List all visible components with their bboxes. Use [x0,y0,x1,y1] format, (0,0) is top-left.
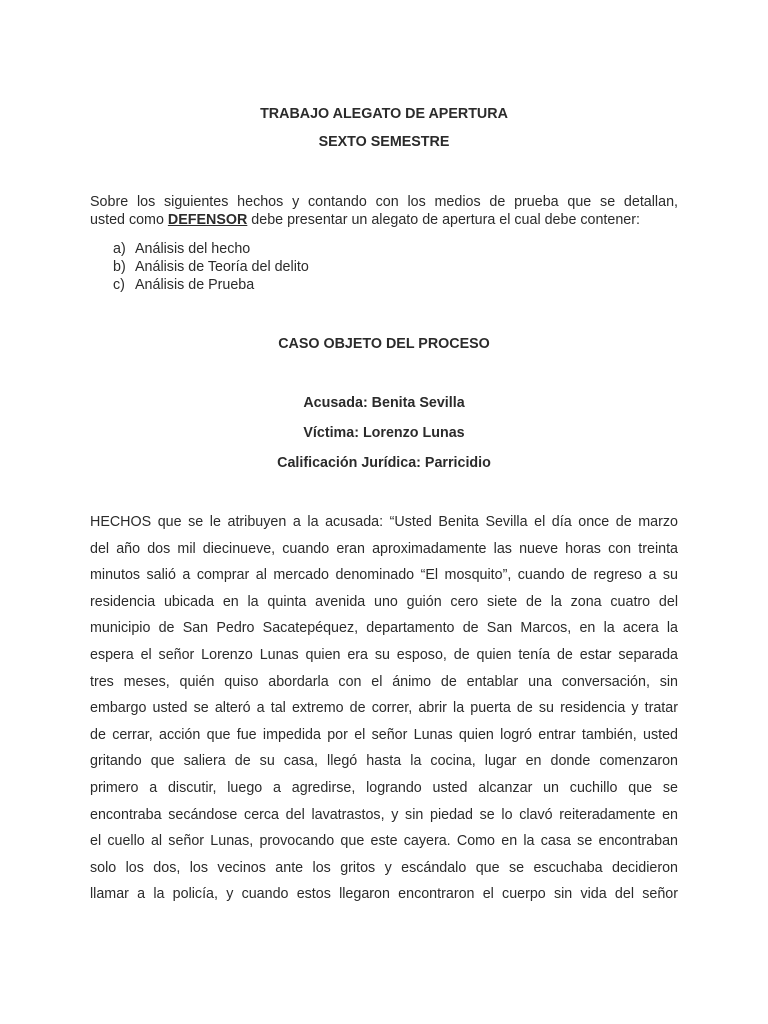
list-marker: b) [113,259,126,275]
facts-line: embargo usted se alteró a tal extremo de correr, abrir la puerta de su residencia y tratar [90,700,678,717]
case-heading: CASO OBJETO DEL PROCESO [278,336,490,352]
intro-line-2-before: usted como [90,212,168,228]
facts-line: el cuello al señor Lunas, provocando que este cayera. Como en la casa se encontraban [90,833,678,850]
defensor-emphasis: DEFENSOR [167,212,248,228]
legal-qualification-line: Calificación Jurídica: Parricidio [277,455,491,471]
accused-line: Acusada: Benita Sevilla [303,395,465,411]
list-marker: c) [113,277,125,293]
list-item [113,276,309,294]
facts-line: HECHOS que se le atribuyen a la acusada: “Usted Benita Sevilla el día once de marzo [90,514,678,530]
facts-line: gritando que saliera de su casa, llegó hasta la cocina, lugar en donde comenzaron [90,753,678,770]
facts-line: llamar a la policía, y cuando estos llegaron encontraron el cuerpo sin vida del señor [90,886,678,903]
facts-line: municipio de San Pedro Sacatepéquez, departamento de San Marcos, en la acera la [90,620,678,637]
list-item-text: Análisis de Teoría del delito [135,259,309,275]
requirements-list [113,240,309,294]
list-item-text: Análisis del hecho [135,241,251,257]
victim-line: Víctima: Lorenzo Lunas [303,425,465,441]
facts-line: del año dos mil diecinueve, cuando eran aproximadamente las nueve horas con treinta [90,540,678,557]
intro-line-2-after: debe presentar un alegato de apertura el cual debe contener: [247,212,640,228]
facts-line: encontraba secándose cerca del lavatrastos, y sin piedad se lo clavó reiteradamente en [90,806,678,823]
intro-line-2 [90,211,678,229]
facts-line: de cerrar, acción que fue impedida por el señor Lunas quien logró entrar también, usted [90,726,678,743]
facts-line: minutos salió a comprar al mercado denominado “El mosquito”, cuando de regreso a su [90,567,678,584]
list-item [113,258,309,276]
list-marker: a) [113,241,126,257]
facts-paragraph [90,512,678,911]
list-item-text: Análisis de Prueba [135,277,255,293]
intro-paragraph [90,193,678,229]
intro-line-1: Sobre los siguientes hechos y contando con los medios de prueba que se detallan, [90,194,678,210]
facts-line: espera el señor Lorenzo Lunas quien era su esposo, de quien tenía de estar separada [90,646,678,663]
facts-line: primero a discutir, luego a agredirse, logrando usted alcanzar un cuchillo que se [90,779,678,796]
list-item [113,240,309,258]
facts-line: solo los dos, los vecinos ante los gritos y escándalo que se escuchaba decidieron [90,859,678,876]
document-title: TRABAJO ALEGATO DE APERTURA [260,106,508,122]
facts-line: tres meses, quién quiso abordarla con el ánimo de entablar una conversación, sin [90,673,678,690]
facts-line: residencia ubicada en la quinta avenida uno guión cero siete de la zona cuatro del [90,593,678,610]
document-subtitle: SEXTO SEMESTRE [318,134,450,150]
